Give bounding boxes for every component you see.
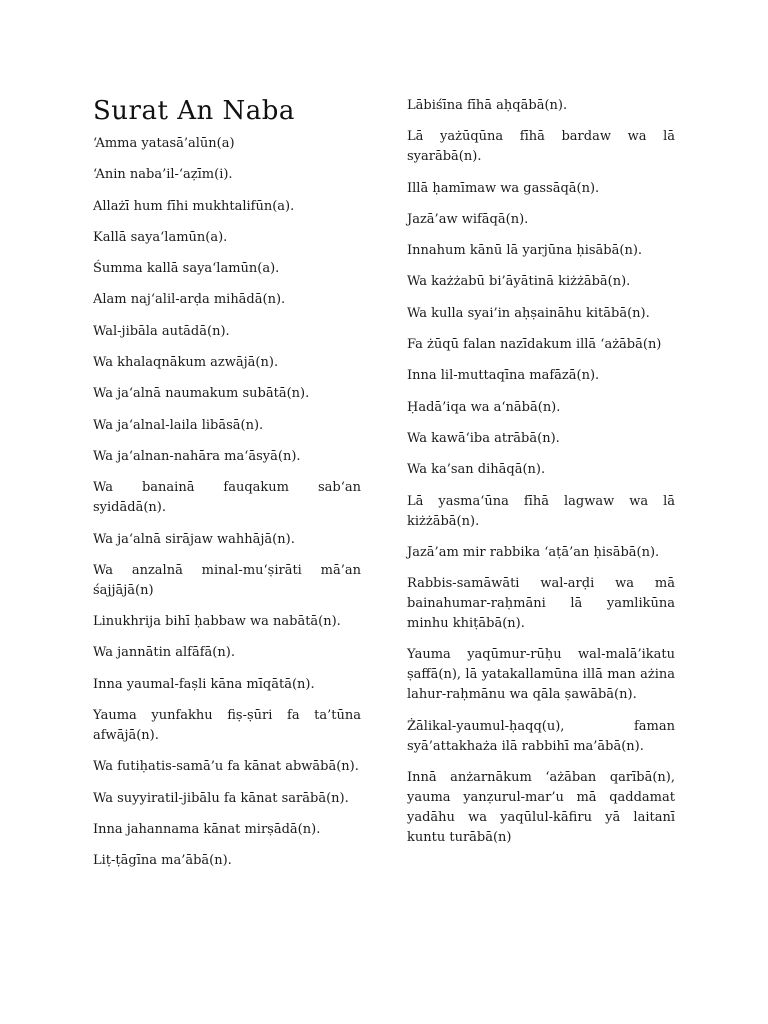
verse-line: Innā anżarnākum ‘ażāban qarībā(n), yauma yanẓurul-mar’u mā qaddamat yadāhu wa yaqūlul-kāfiru yā laitanī kuntu turābā(n) — [407, 770, 675, 846]
verse-line: Żālikal-yaumul-ḥaqq(u), faman syā’attakhaża ilā rabbihī ma’ābā(n). — [407, 718, 675, 754]
verse-line: Wa futiḥatis-samā’u fa kānat abwābā(n). — [93, 759, 359, 775]
verse-line: Wa każżabū bi’āyātinā kiżżābā(n). — [407, 274, 631, 290]
verse-line: Allażī hum fīhi mukhtalifūn(a). — [93, 198, 295, 214]
verse-line: Fa żūqū falan nazīdakum illā ‘ażābā(n) — [407, 337, 662, 353]
verse-line: Wa ka’san dihāqā(n). — [407, 462, 546, 478]
verse-line: Yauma yunfakhu fiṣ-ṣūri fa ta’tūna afwājā(n). — [93, 708, 361, 744]
verse-line: Wa ja‘alnal-laila libāsā(n). — [93, 417, 264, 433]
verse-line: Wa jannātin alfāfā(n). — [93, 645, 235, 661]
verse-line: Yauma yaqūmur-rūḥu wal-malā’ikatu ṣaffā(n), lā yatakallamūna illā man ażina lahur-raḥmānu wa qāla ṣawābā(n). — [407, 647, 675, 703]
verse-line: Wa kulla syai’in aḥṣaināhu kitābā(n). — [407, 305, 650, 321]
verse-line: Inna jahannama kānat mirṣādā(n). — [93, 821, 321, 837]
verse-line: Lābiśīna fīhā aḥqābā(n). — [407, 98, 568, 113]
verse-line: Wa ja‘alnā naumakum subātā(n). — [93, 386, 310, 402]
verse-line: Illā ḥamīmaw wa gassāqā(n). — [407, 180, 600, 196]
right-column — [407, 96, 675, 859]
verse-line: Alam naj‘alil-arḍa mihādā(n). — [93, 292, 286, 308]
verse-line: Lā yasma‘ūna fīhā lagwaw wa lā kiżżābā(n). — [407, 493, 675, 529]
verse-line: Wa ja‘alnan-nahāra ma‘āsyā(n). — [93, 448, 301, 464]
left-column — [93, 96, 361, 883]
page-title: Surat An Naba — [93, 96, 295, 126]
verse-line: Wa ja‘alnā sirājaw wahhājā(n). — [93, 531, 295, 547]
verse-line: Wa suyyiratil-jibālu fa kānat sarābā(n). — [93, 790, 349, 806]
verse-line: Wa anzalnā minal-mu‘ṣirāti mā’an śajjājā(n) — [93, 562, 361, 598]
verse-line: Inna lil-muttaqīna mafāzā(n). — [407, 368, 600, 384]
verse-line: Rabbis-samāwāti wal-arḍi wa mā bainahumar-raḥmāni lā yamlikūna minhu khiṭābā(n). — [407, 576, 675, 632]
verse-line: Śumma kallā saya‘lamūn(a). — [93, 261, 280, 277]
verse-line: ‘Anin naba’il-‘aẓīm(i). — [93, 167, 233, 183]
verse-line: Lā yażūqūna fīhā bardaw wa lā syarābā(n). — [407, 129, 675, 165]
verse-line: Jazā’am mir rabbika ‘aṭā’an ḥisābā(n). — [407, 544, 660, 560]
verse-line: Wa khalaqnākum azwājā(n). — [93, 355, 279, 371]
verse-line: Wal-jibāla autādā(n). — [93, 323, 230, 339]
verse-line: Wa banainā fauqakum sab‘an syidādā(n). — [93, 480, 361, 516]
verse-line: Jazā’aw wifāqā(n). — [407, 211, 529, 227]
verse-line: Ḥadā’iqa wa a‘nābā(n). — [407, 399, 561, 415]
verse-line: Linukhrija bihī ḥabbaw wa nabātā(n). — [93, 614, 341, 630]
verse-line: ‘Amma yatasā’alūn(a) — [93, 136, 235, 151]
verse-line: Kallā saya‘lamūn(a). — [93, 229, 228, 245]
verse-line: Wa kawā‘iba atrābā(n). — [407, 430, 560, 446]
verse-line: Inna yaumal-faṣli kāna mīqātā(n). — [93, 676, 315, 692]
verse-line: Liṭ-ṭāgīna ma’ābā(n). — [93, 853, 232, 869]
verse-line: Innahum kānū lā yarjūna ḥisābā(n). — [407, 243, 643, 259]
